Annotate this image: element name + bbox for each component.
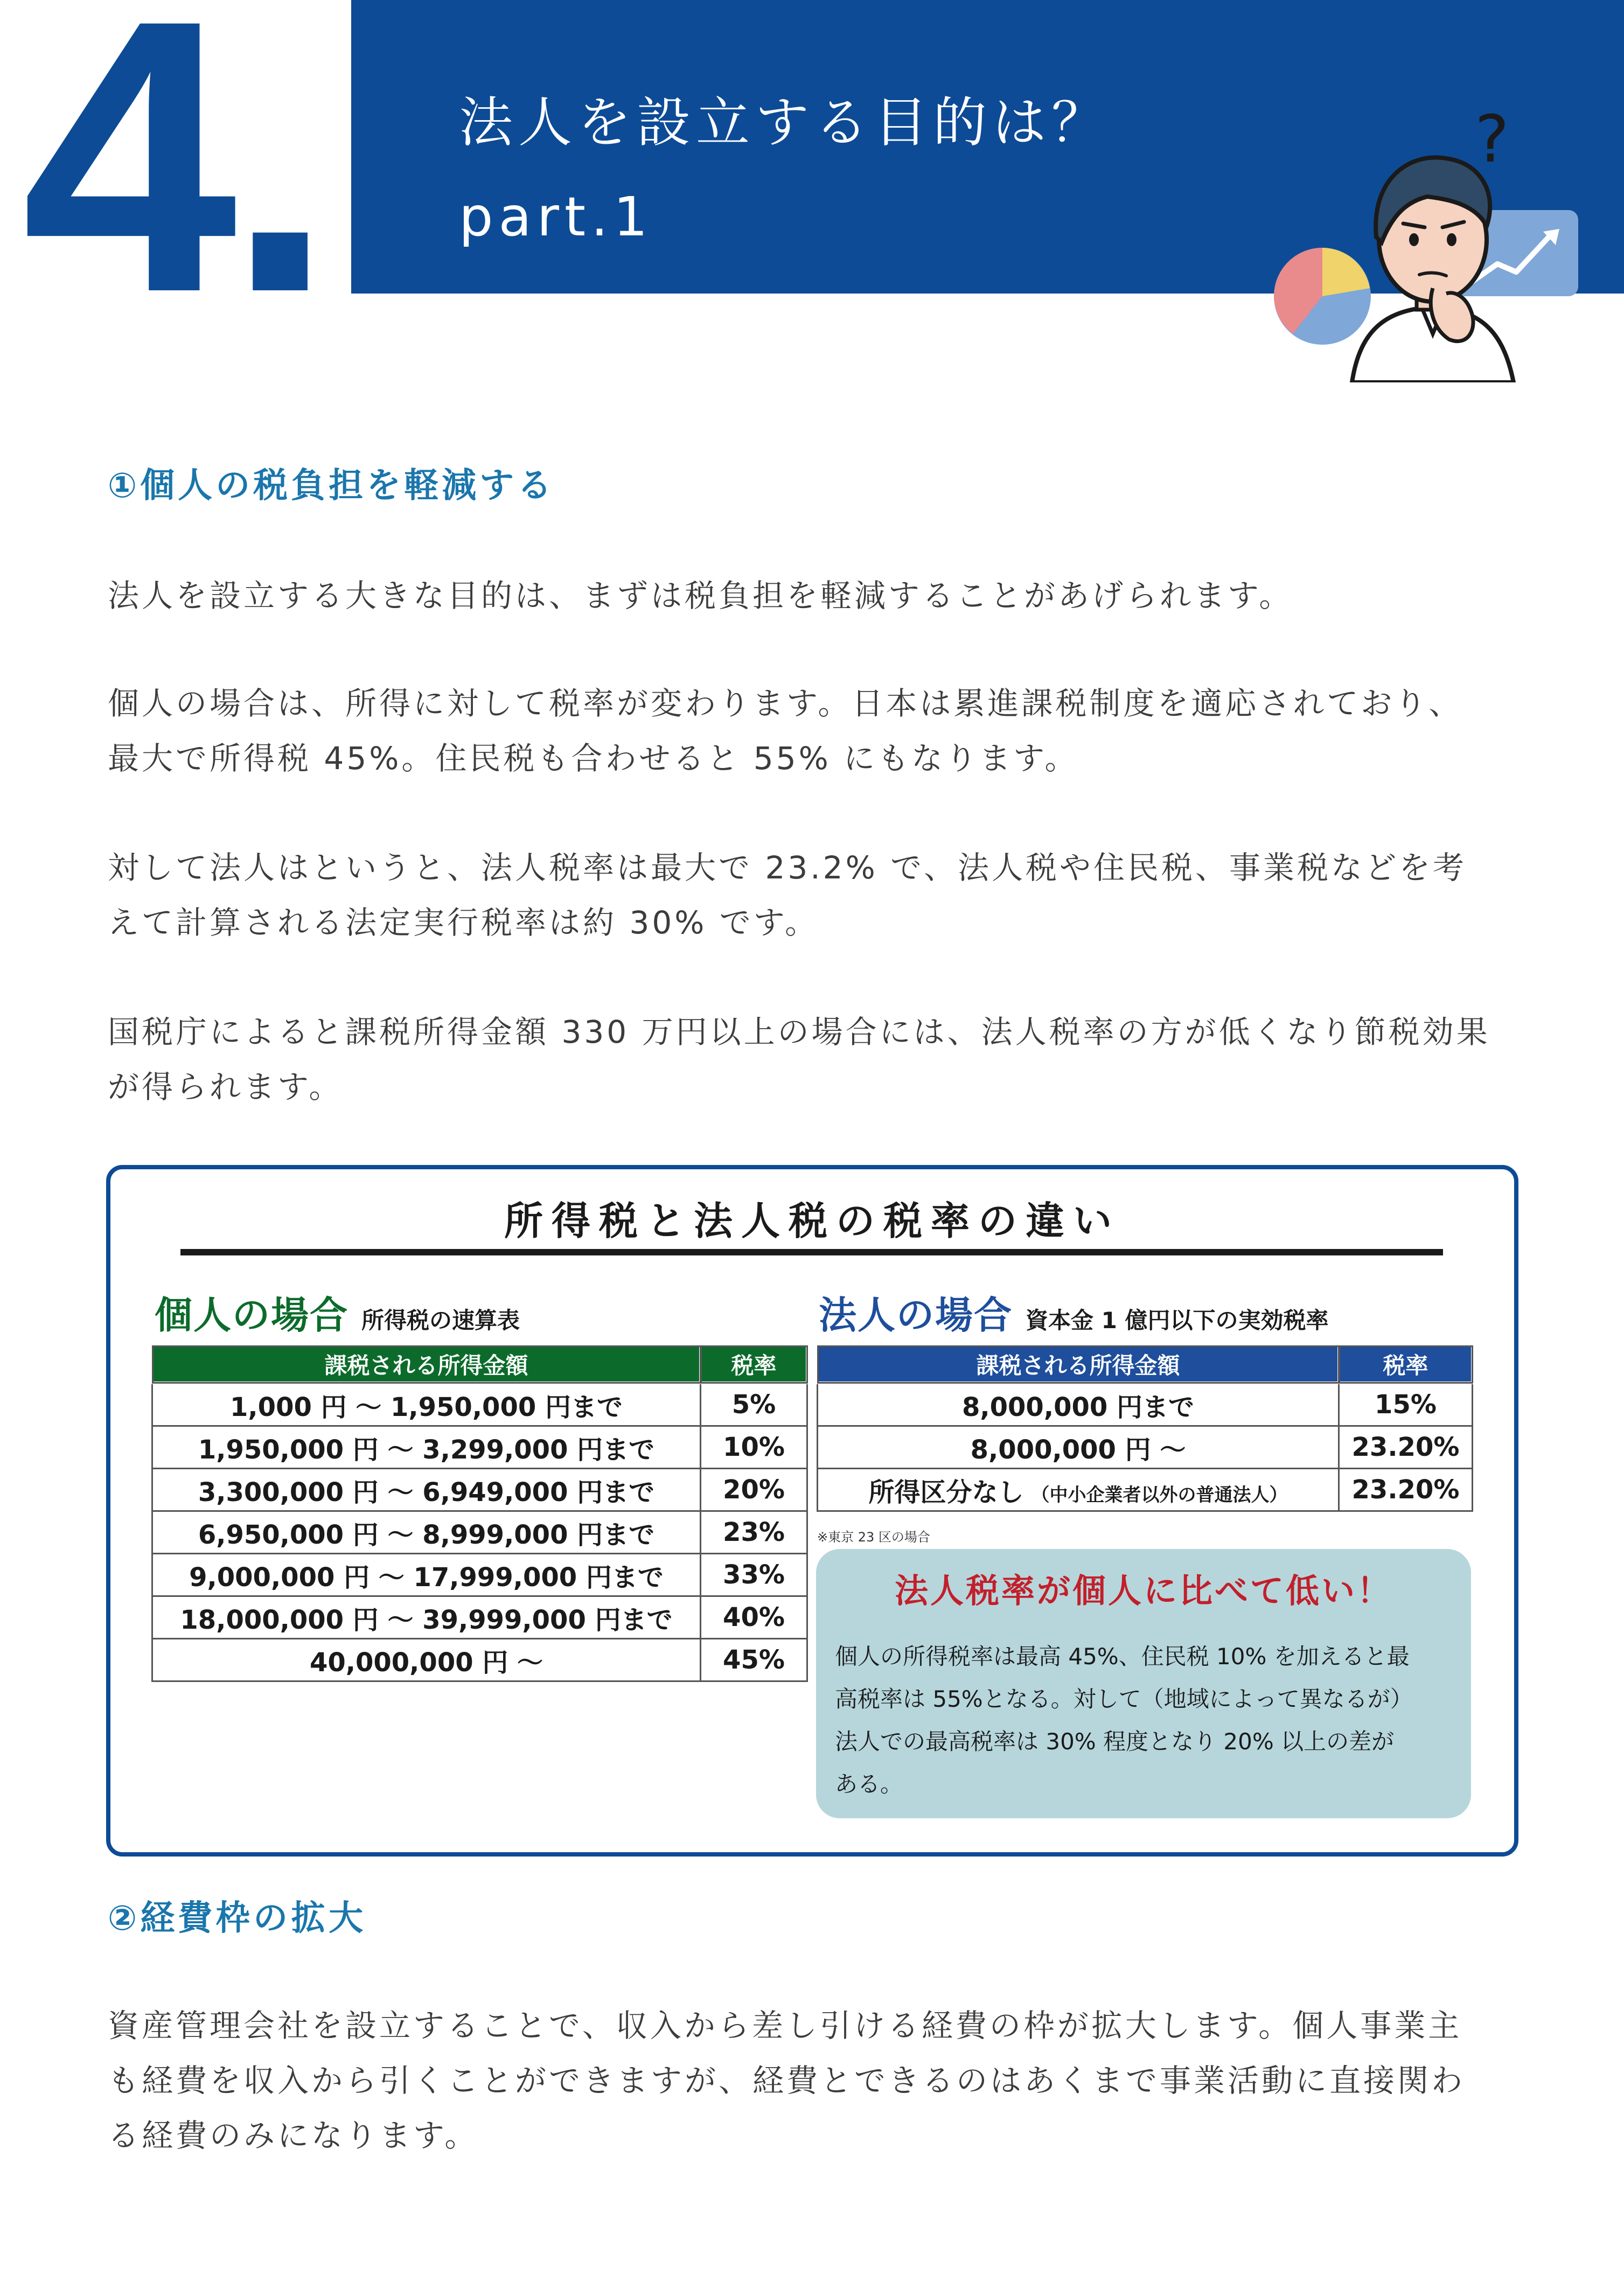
- tax-box-title: 所得税と法人税の税率の違い: [504, 1198, 1120, 1244]
- table-row: 6,950,000 円 ～ 8,999,000 円まで 23%: [152, 1511, 807, 1554]
- table-row: 18,000,000 円 ～ 39,999,000 円まで 40%: [152, 1596, 807, 1639]
- chapter-number: 4.: [22, 0, 324, 373]
- corporate-heading: 法人の場合 資本金 1 億円以下の実効税率: [819, 1293, 1329, 1337]
- column-header-rate: 税率: [701, 1346, 807, 1383]
- paragraph-3: 対して法人はというと、法人税率は最大で 23.2% で、法人税や住民税、事業税などを考 えて計算される法定実行税率は約 30% です。: [108, 849, 1467, 941]
- table-header-row: [818, 1346, 1473, 1383]
- column-header-amount: 課税される所得金額: [152, 1346, 701, 1383]
- table-row: 1,950,000 円 ～ 3,299,000 円まで 10%: [152, 1426, 807, 1469]
- callout-box: [816, 1549, 1471, 1818]
- table-row: 9,000,000 円 ～ 17,999,000 円まで 33%: [152, 1554, 807, 1596]
- pie-chart-icon: [1274, 248, 1371, 345]
- table-row: 所得区分なし （中小企業者以外の普通法人） 23.20%: [818, 1469, 1473, 1511]
- table-row: 8,000,000 円まで 15%: [818, 1383, 1473, 1426]
- table-row: 40,000,000 円 ～ 45%: [152, 1639, 807, 1681]
- callout-body: 個人の所得税率は最高 45%、住民税 10% を加えると最 高税率は 55%となる。対して（地域によって異なるが） 法人での最高税率は 30% 程度となり 20% 以上の差が ある。: [835, 1643, 1413, 1797]
- table-row: 8,000,000 円 ～ 23.20%: [818, 1426, 1473, 1469]
- individual-heading: 個人の場合 所得税の速算表: [155, 1293, 520, 1337]
- paragraph-1: 法人を設立する大きな目的は、まずは税負担を軽減することがあげられます。: [108, 577, 1293, 614]
- footnote: ※東京 23 区の場合: [817, 1530, 930, 1545]
- paragraph-2: 個人の場合は、所得に対して税率が変わります。日本は累進課税制度を適応されており、 最大で所得税 45%。住民税も合わせると 55% にもなります。: [108, 685, 1463, 777]
- paragraph-4: 国税庁によると課税所得金額 330 万円以上の場合には、法人税率の方が低くなり節税効果 が得られます。: [108, 1014, 1490, 1105]
- thinking-man-illustration: [1271, 102, 1584, 382]
- question-mark-icon: ?: [1475, 102, 1509, 177]
- callout-title: 法人税率が個人に比べて低い！: [894, 1571, 1392, 1610]
- page-title: [459, 75, 1267, 264]
- table-header-row: [152, 1346, 807, 1383]
- column-header-amount: 課税される所得金額: [818, 1346, 1339, 1383]
- table-row: 1,000 円 ～ 1,950,000 円まで 5%: [152, 1383, 807, 1426]
- title-line-2: part.1: [459, 185, 653, 248]
- section-heading-1: ①個人の税負担を軽減する: [108, 466, 555, 506]
- column-header-rate: 税率: [1339, 1346, 1473, 1383]
- table-row: 3,300,000 円 ～ 6,949,000 円まで 20%: [152, 1469, 807, 1511]
- paragraph-5: 資産管理会社を設立することで、収入から差し引ける経費の枠が拡大します。個人事業主 も経費を収入から引くことができますが、経費とできるのはあくまで事業活動に直接関わ る経費のみになります。: [108, 2007, 1466, 2154]
- title-divider: [180, 1249, 1443, 1255]
- section-heading-2: ②経費枠の拡大: [108, 1899, 367, 1938]
- tax-comparison-box: [106, 1165, 1518, 1857]
- title-line-1: 法人を設立する目的は？: [459, 91, 1111, 154]
- corporate-tax-table: [816, 1344, 1474, 1512]
- individual-tax-table: [151, 1344, 808, 1682]
